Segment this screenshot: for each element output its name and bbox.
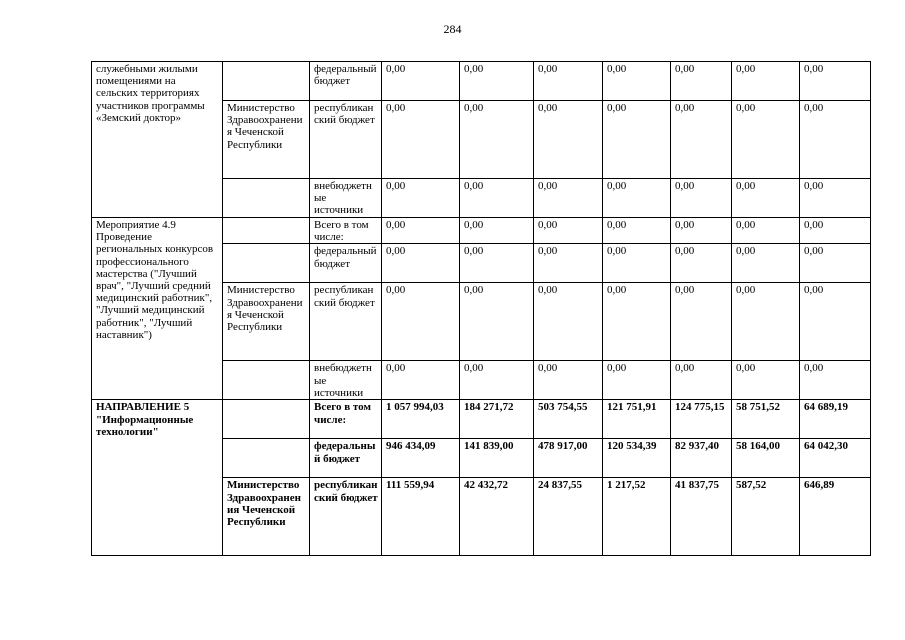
funding-source-cell: Всего в том числе:: [310, 218, 382, 244]
value-cell: 0,00: [800, 244, 871, 283]
value-cell: 0,00: [671, 218, 732, 244]
value-cell: 0,00: [534, 361, 603, 400]
value-cell: 0,00: [800, 218, 871, 244]
funding-source-cell: республиканский бюджет: [310, 101, 382, 179]
value-cell: 0,00: [382, 244, 460, 283]
executor-cell: [223, 400, 310, 439]
value-cell: 0,00: [382, 62, 460, 101]
value-cell: 0,00: [603, 101, 671, 179]
value-cell: 0,00: [534, 244, 603, 283]
direction-name-cell: НАПРАВЛЕНИЕ 5 "Информационные технологии": [92, 400, 223, 556]
value-cell: 24 837,55: [534, 478, 603, 556]
value-cell: 0,00: [382, 101, 460, 179]
executor-cell: [223, 439, 310, 478]
value-cell: 646,89: [800, 478, 871, 556]
value-cell: 0,00: [732, 179, 800, 218]
value-cell: 0,00: [603, 283, 671, 361]
value-cell: 0,00: [671, 62, 732, 101]
value-cell: 0,00: [671, 361, 732, 400]
value-cell: 64 042,30: [800, 439, 871, 478]
value-cell: 0,00: [460, 244, 534, 283]
value-cell: 0,00: [534, 62, 603, 101]
value-cell: 184 271,72: [460, 400, 534, 439]
event-name-cell: служебными жилыми помещениями на сельских территориях участников программы «Земский доктор»: [92, 62, 223, 218]
value-cell: 0,00: [800, 283, 871, 361]
value-cell: 0,00: [534, 179, 603, 218]
executor-cell: [223, 361, 310, 400]
value-cell: 1 057 994,03: [382, 400, 460, 439]
value-cell: 0,00: [603, 218, 671, 244]
value-cell: 58 751,52: [732, 400, 800, 439]
value-cell: 0,00: [382, 361, 460, 400]
executor-cell: Министерство Здравоохранения Чеченской Республики: [223, 101, 310, 179]
value-cell: 0,00: [460, 101, 534, 179]
value-cell: 946 434,09: [382, 439, 460, 478]
value-cell: 0,00: [460, 62, 534, 101]
value-cell: 41 837,75: [671, 478, 732, 556]
value-cell: 124 775,15: [671, 400, 732, 439]
value-cell: 0,00: [732, 218, 800, 244]
value-cell: 0,00: [732, 244, 800, 283]
executor-cell: Министерство Здравоохранения Чеченской Республики: [223, 478, 310, 556]
value-cell: 0,00: [800, 361, 871, 400]
value-cell: 0,00: [460, 283, 534, 361]
funding-source-cell: федеральный бюджет: [310, 244, 382, 283]
value-cell: 141 839,00: [460, 439, 534, 478]
value-cell: 0,00: [732, 361, 800, 400]
value-cell: 121 751,91: [603, 400, 671, 439]
table-row: [92, 218, 871, 244]
value-cell: 0,00: [460, 179, 534, 218]
value-cell: 120 534,39: [603, 439, 671, 478]
value-cell: 0,00: [460, 218, 534, 244]
value-cell: 0,00: [603, 179, 671, 218]
event-name-cell: Мероприятие 4.9 Проведение региональных конкурсов профессионального мастерства ("Лучший врач", "Лучший средний медицинский работник", "Лучший медицинский работник", "Лучший наставник"): [92, 218, 223, 400]
funding-source-cell: республиканский бюджет: [310, 283, 382, 361]
executor-cell: [223, 62, 310, 101]
funding-source-cell: республиканский бюджет: [310, 478, 382, 556]
value-cell: 1 217,52: [603, 478, 671, 556]
value-cell: 0,00: [732, 283, 800, 361]
value-cell: 478 917,00: [534, 439, 603, 478]
value-cell: 0,00: [460, 361, 534, 400]
executor-cell: [223, 244, 310, 283]
value-cell: 0,00: [671, 179, 732, 218]
funding-source-cell: Всего в том числе:: [310, 400, 382, 439]
value-cell: 0,00: [732, 62, 800, 101]
executor-cell: Министерство Здравоохранения Чеченской Республики: [223, 283, 310, 361]
value-cell: 0,00: [671, 101, 732, 179]
funding-source-cell: федеральный бюджет: [310, 62, 382, 101]
value-cell: 0,00: [603, 244, 671, 283]
page-number: 284: [443, 22, 462, 36]
value-cell: 0,00: [671, 244, 732, 283]
value-cell: 64 689,19: [800, 400, 871, 439]
value-cell: 58 164,00: [732, 439, 800, 478]
value-cell: 0,00: [603, 361, 671, 400]
table-row: [92, 400, 871, 439]
value-cell: 587,52: [732, 478, 800, 556]
value-cell: 0,00: [732, 101, 800, 179]
executor-cell: [223, 218, 310, 244]
table-row: [92, 62, 871, 101]
value-cell: 0,00: [382, 283, 460, 361]
value-cell: 0,00: [382, 179, 460, 218]
value-cell: 0,00: [800, 179, 871, 218]
value-cell: 0,00: [603, 62, 671, 101]
funding-source-cell: федеральный бюджет: [310, 439, 382, 478]
value-cell: 0,00: [671, 283, 732, 361]
budget-table: [91, 61, 871, 556]
value-cell: 0,00: [800, 62, 871, 101]
funding-source-cell: внебюджетные источники: [310, 361, 382, 400]
value-cell: 0,00: [534, 101, 603, 179]
value-cell: 503 754,55: [534, 400, 603, 439]
value-cell: 0,00: [534, 218, 603, 244]
executor-cell: [223, 179, 310, 218]
funding-source-cell: внебюджетные источники: [310, 179, 382, 218]
value-cell: 42 432,72: [460, 478, 534, 556]
value-cell: 111 559,94: [382, 478, 460, 556]
value-cell: 0,00: [534, 283, 603, 361]
value-cell: 0,00: [800, 101, 871, 179]
value-cell: 0,00: [382, 218, 460, 244]
value-cell: 82 937,40: [671, 439, 732, 478]
